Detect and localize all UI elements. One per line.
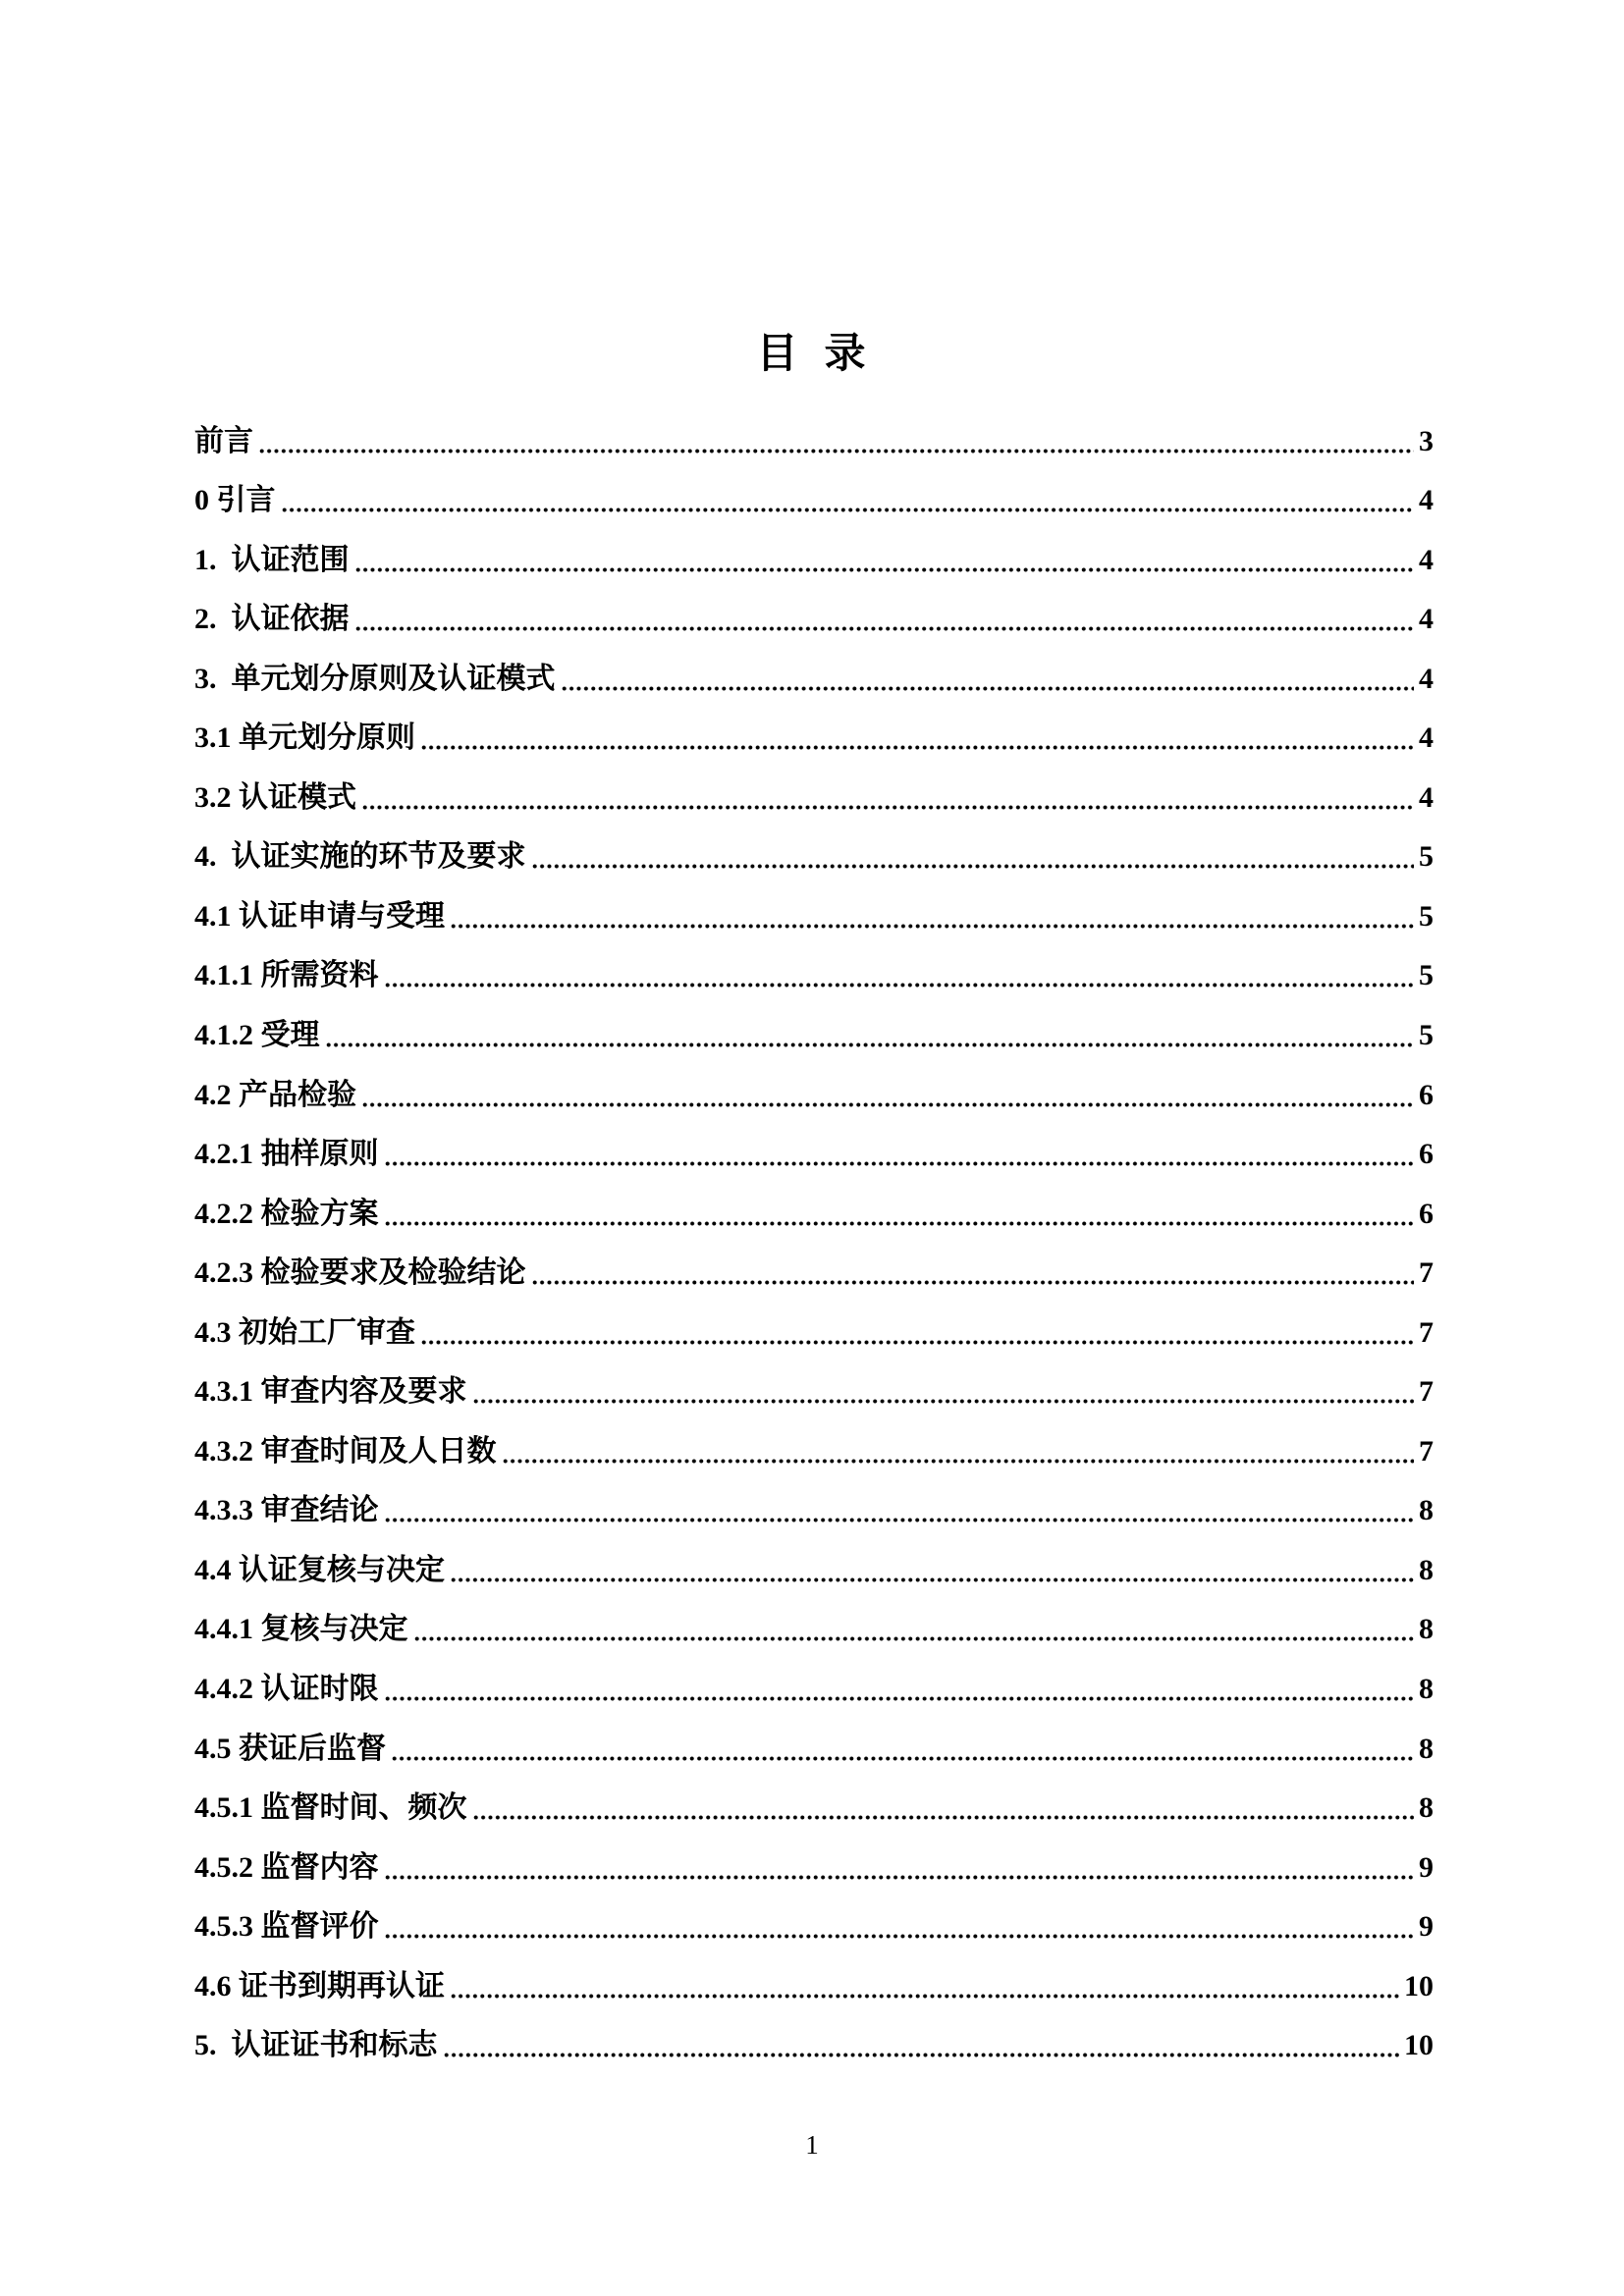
toc-entry-page-number: 4 xyxy=(1419,484,1434,517)
toc-entry-label: 4.6 证书到期再认证 xyxy=(194,1969,445,2002)
dot-leader xyxy=(472,1812,1415,1823)
dot-leader xyxy=(361,802,1414,813)
toc-entry-label: 4.3.3 审查结论 xyxy=(194,1494,379,1527)
dot-leader xyxy=(281,505,1415,515)
dot-leader xyxy=(502,1456,1415,1467)
footer-page-number: 1 xyxy=(805,2130,819,2160)
toc-entry[interactable] xyxy=(194,892,1434,952)
toc-entry-label: 0 引言 xyxy=(194,484,276,517)
toc-entry-label: 4.5.3 监督评价 xyxy=(194,1910,379,1944)
toc-entry[interactable] xyxy=(194,1250,1434,1309)
toc-entry[interactable] xyxy=(194,1546,1434,1606)
page-title: 目 录 xyxy=(756,332,868,377)
toc-entry-page-number: 7 xyxy=(1419,1315,1434,1349)
toc-entry[interactable] xyxy=(194,477,1434,537)
dot-leader xyxy=(391,1753,1414,1764)
dot-leader xyxy=(450,1991,1399,2002)
dot-leader xyxy=(384,1158,1415,1169)
toc-entry-page-number: 6 xyxy=(1419,1197,1434,1230)
toc-entry-page-number: 8 xyxy=(1419,1732,1434,1765)
dot-leader xyxy=(531,1277,1415,1288)
toc-entry[interactable] xyxy=(194,1368,1434,1428)
toc-entry-label: 2. 认证依据 xyxy=(194,603,350,636)
toc-entry-label: 前言 xyxy=(194,424,253,457)
dot-leader xyxy=(384,1872,1415,1883)
dot-leader xyxy=(361,1099,1414,1110)
dot-leader xyxy=(384,980,1415,990)
toc-entry[interactable] xyxy=(194,833,1434,893)
toc-entry-page-number: 8 xyxy=(1419,1791,1434,1825)
dot-leader xyxy=(472,1396,1415,1407)
toc-entry-page-number: 4 xyxy=(1419,780,1434,814)
dot-leader xyxy=(258,446,1414,456)
toc-entry-label: 4.2 产品检验 xyxy=(194,1078,356,1111)
toc-entry-page-number: 7 xyxy=(1419,1375,1434,1409)
toc-entry[interactable] xyxy=(194,1071,1434,1131)
dot-leader xyxy=(420,742,1414,753)
toc-entry[interactable] xyxy=(194,1011,1434,1071)
toc-entry[interactable] xyxy=(194,417,1434,477)
dot-leader xyxy=(561,683,1415,694)
toc-entry[interactable] xyxy=(194,536,1434,596)
toc-entry[interactable] xyxy=(194,1725,1434,1785)
toc-entry-label: 4.1.2 受理 xyxy=(194,1019,320,1052)
toc-entry-page-number: 5 xyxy=(1419,959,1434,992)
toc-entry-label: 3.1 单元划分原则 xyxy=(194,721,415,755)
toc-entry-page-number: 8 xyxy=(1419,1673,1434,1706)
toc-entry-page-number: 4 xyxy=(1419,603,1434,636)
toc-entry[interactable] xyxy=(194,1131,1434,1191)
toc-entry-page-number: 4 xyxy=(1419,543,1434,576)
toc-entry-page-number: 8 xyxy=(1419,1553,1434,1586)
toc-entry[interactable] xyxy=(194,774,1434,833)
toc-entry[interactable] xyxy=(194,1665,1434,1725)
toc-entry[interactable] xyxy=(194,1903,1434,1963)
toc-entry[interactable] xyxy=(194,1843,1434,1903)
toc-entry[interactable] xyxy=(194,715,1434,774)
toc-entry-page-number: 5 xyxy=(1419,1019,1434,1052)
toc-entry[interactable] xyxy=(194,655,1434,715)
dot-leader xyxy=(384,1931,1415,1942)
dot-leader xyxy=(325,1040,1415,1050)
toc-entry-label: 4.2.1 抽样原则 xyxy=(194,1138,379,1171)
toc-entry[interactable] xyxy=(194,1962,1434,2022)
toc-entry-label: 5. 认证证书和标志 xyxy=(194,2029,438,2062)
toc-entry-label: 4.4.1 复核与决定 xyxy=(194,1613,408,1646)
dot-leader xyxy=(531,861,1415,872)
toc-entry-page-number: 7 xyxy=(1419,1434,1434,1468)
toc-entry[interactable] xyxy=(194,1606,1434,1666)
toc-entry-page-number: 7 xyxy=(1419,1256,1434,1290)
toc-entry-page-number: 8 xyxy=(1419,1494,1434,1527)
toc-entry-page-number: 9 xyxy=(1419,1910,1434,1944)
toc-entry-page-number: 4 xyxy=(1419,662,1434,695)
dot-leader xyxy=(450,921,1414,932)
toc-entry[interactable] xyxy=(194,596,1434,656)
toc-entry-label: 4.1.1 所需资料 xyxy=(194,959,379,992)
toc-entry[interactable] xyxy=(194,2022,1434,2082)
dot-leader xyxy=(413,1633,1415,1644)
toc-entry-label: 4.3 初始工厂审查 xyxy=(194,1315,415,1349)
dot-leader xyxy=(443,2050,1400,2060)
toc-entry-label: 4.3.2 审查时间及人日数 xyxy=(194,1434,497,1468)
toc-entry[interactable] xyxy=(194,1190,1434,1250)
toc-entry[interactable] xyxy=(194,1308,1434,1368)
dot-leader xyxy=(384,1515,1415,1525)
dot-leader xyxy=(384,1218,1415,1229)
dot-leader xyxy=(450,1575,1414,1585)
dot-leader xyxy=(420,1337,1414,1348)
toc-entry[interactable] xyxy=(194,952,1434,1012)
toc-entry-label: 4. 认证实施的环节及要求 xyxy=(194,840,526,874)
toc-entry-page-number: 5 xyxy=(1419,899,1434,933)
toc-entry[interactable] xyxy=(194,1427,1434,1487)
table-of-contents xyxy=(194,417,1434,2081)
dot-leader xyxy=(354,623,1415,634)
toc-entry-page-number: 4 xyxy=(1419,721,1434,755)
toc-entry-label: 3.2 认证模式 xyxy=(194,780,356,814)
toc-entry-label: 4.5.1 监督时间、频次 xyxy=(194,1791,467,1825)
toc-entry-label: 4.3.1 审查内容及要求 xyxy=(194,1375,467,1409)
toc-entry-label: 3. 单元划分原则及认证模式 xyxy=(194,662,556,695)
toc-entry[interactable] xyxy=(194,1487,1434,1547)
toc-entry-label: 4.5 获证后监督 xyxy=(194,1732,386,1765)
toc-entry-label: 4.2.2 检验方案 xyxy=(194,1197,379,1230)
toc-entry-label: 4.2.3 检验要求及检验结论 xyxy=(194,1256,526,1290)
toc-entry-page-number: 10 xyxy=(1404,2029,1434,2062)
toc-entry-label: 1. 认证范围 xyxy=(194,543,350,576)
toc-entry-label: 4.5.2 监督内容 xyxy=(194,1850,379,1884)
toc-entry-page-number: 5 xyxy=(1419,840,1434,874)
toc-entry-page-number: 6 xyxy=(1419,1138,1434,1171)
dot-leader xyxy=(354,564,1415,575)
toc-entry-label: 4.1 认证申请与受理 xyxy=(194,899,445,933)
toc-entry[interactable] xyxy=(194,1785,1434,1844)
toc-entry-page-number: 9 xyxy=(1419,1850,1434,1884)
toc-entry-label: 4.4 认证复核与决定 xyxy=(194,1553,445,1586)
toc-entry-page-number: 10 xyxy=(1404,1969,1434,2002)
toc-entry-page-number: 6 xyxy=(1419,1078,1434,1111)
dot-leader xyxy=(384,1693,1415,1704)
toc-entry-page-number: 3 xyxy=(1419,424,1434,457)
toc-entry-page-number: 8 xyxy=(1419,1613,1434,1646)
toc-entry-label: 4.4.2 认证时限 xyxy=(194,1673,379,1706)
